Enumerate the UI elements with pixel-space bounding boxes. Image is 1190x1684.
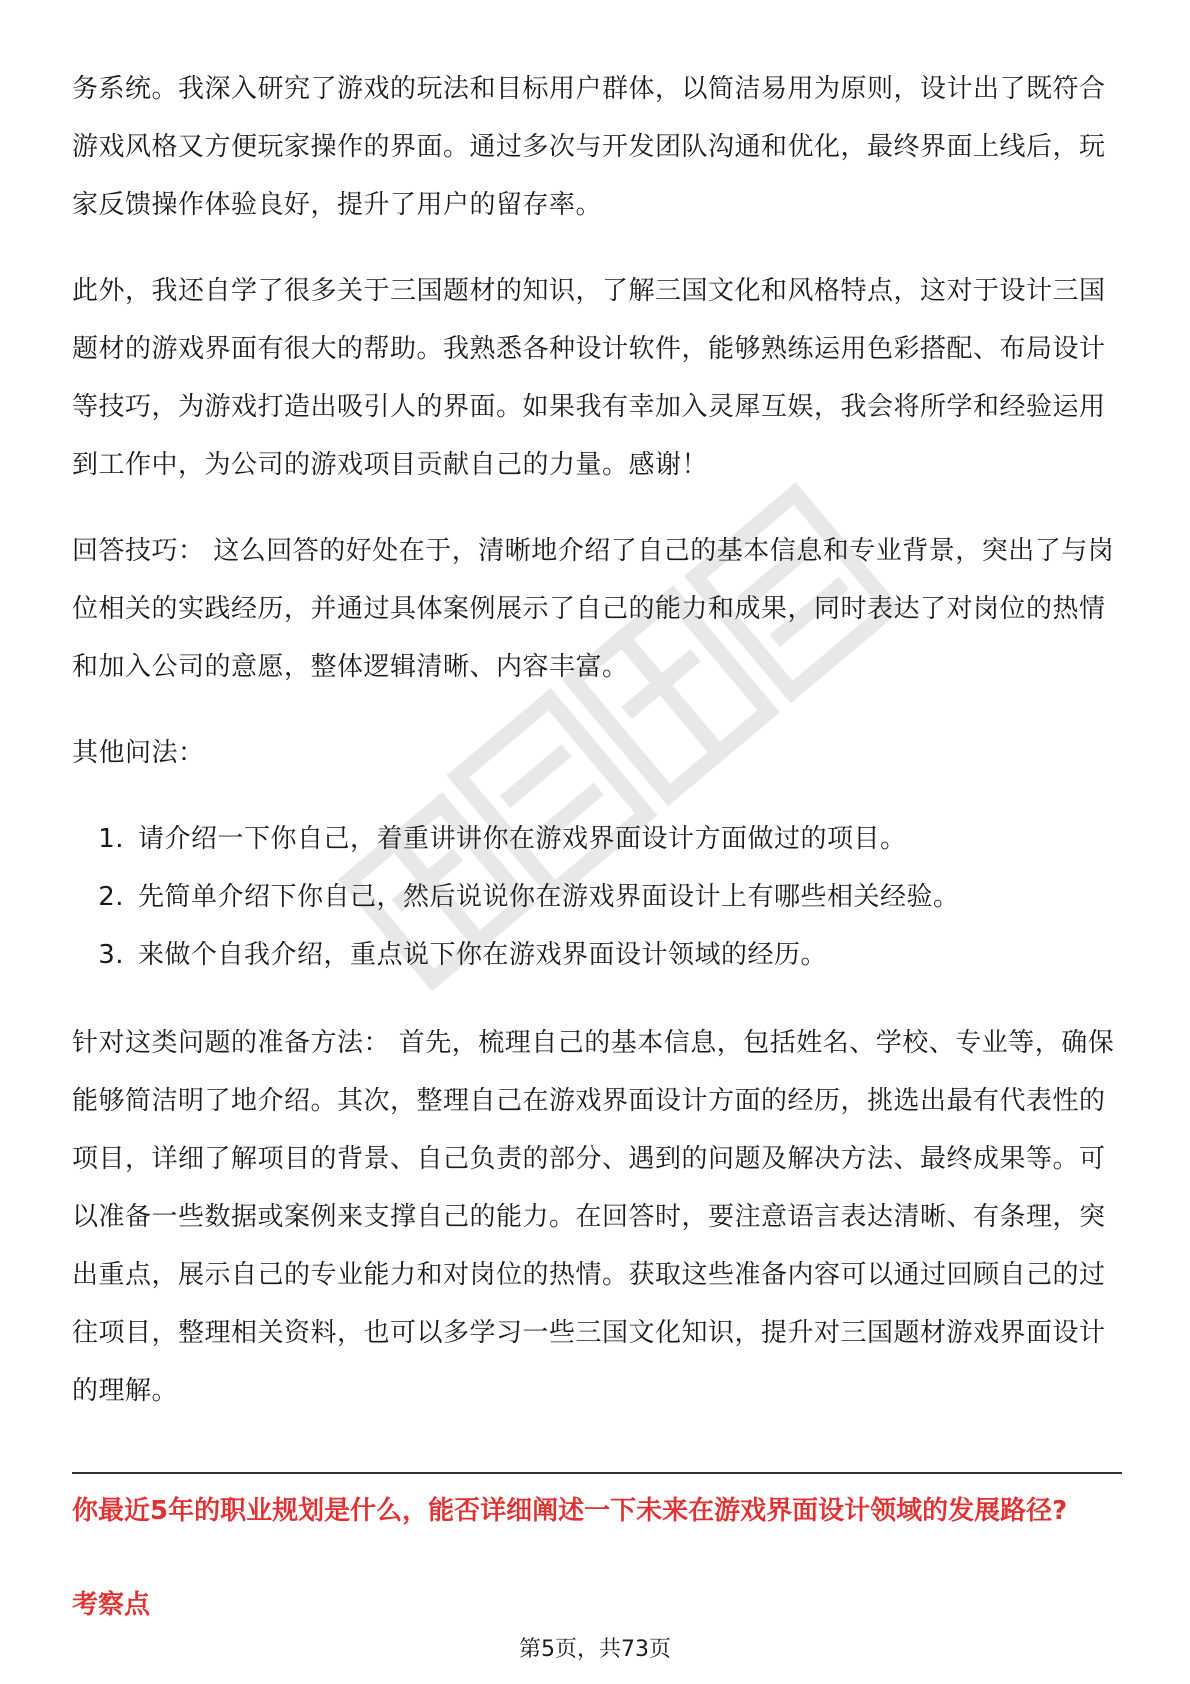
paragraph-project-experience: 务系统。我深入研究了游戏的玩法和目标用户群体，以简洁易用为原则，设计出了既符合游戏风格又方便玩家操作的界面。通过多次与开发团队沟通和优化，最终界面上线后，玩家反馈操作体验良好，提升了用户的留存率。 — [72, 74, 1106, 220]
list-item-number: 2. — [98, 882, 124, 912]
list-item-text: 先简单介绍下你自己，然后说说你在游戏界面设计上有哪些相关经验。 — [138, 882, 960, 912]
paragraph-self-study: 此外，我还自学了很多关于三国题材的知识，了解三国文化和风格特点，这对于设计三国题材的游戏界面有很大的帮助。我熟悉各种设计软件，能够熟练运用色彩搭配、布局设计等技巧，为游戏打造出吸引人的界面。如果我有幸加入灵犀互娱，我会将所学和经验运用到工作中，为公司的游戏项目贡献自己的力量。感谢！ — [72, 276, 1106, 480]
list-item-number: 1. — [98, 824, 124, 854]
list-item-text: 来做个自我介绍，重点说下你在游戏界面设计领域的经历。 — [138, 940, 828, 970]
paragraph-answer-tips: 回答技巧： 这么回答的好处在于，清晰地介绍了自己的基本信息和专业背景，突出了与岗位相关的实践经历，并通过具体案例展示了自己的能力和成果，同时表达了对岗位的热情和加入公司的意愿，整体逻辑清晰、内容丰富。 — [72, 536, 1115, 682]
assessment-points-heading: 考察点 — [72, 1590, 151, 1620]
list-item — [72, 868, 1122, 926]
next-question-heading: 你最近5年的职业规划是什么，能否详细阐述一下未来在游戏界面设计领域的发展路径? — [72, 1496, 1068, 1526]
list-item-text: 请介绍一下你自己，着重讲讲你在游戏界面设计方面做过的项目。 — [138, 824, 907, 854]
list-item-number: 3. — [98, 940, 124, 970]
section-divider — [72, 1472, 1122, 1474]
paragraph-preparation-method: 针对这类问题的准备方法： 首先，梳理自己的基本信息，包括姓名、学校、专业等，确保能够简洁明了地介绍。其次，整理自己在游戏界面设计方面的经历，挑选出最有代表性的项目，详细了解项目的背景、自己负责的部分、遇到的问题及解决方法、最终成果等。可以准备一些数据或案例来支撑自己的能力。在回答时，要注意语言表达清晰、有条理，突出重点，展示自己的专业能力和对岗位的热情。获取这些准备内容可以通过回顾自己的过往项目，整理相关资料，也可以多学习一些三国文化知识，提升对三国题材游戏界面设计的理解。 — [72, 1028, 1115, 1406]
list-item — [72, 810, 1122, 868]
other-questions-list — [72, 810, 1122, 984]
list-item — [72, 926, 1122, 984]
document-body — [72, 60, 1122, 1448]
page-number-footer: 第5页，共73页 — [519, 1637, 671, 1662]
paragraph-other-questions-label: 其他问法： — [72, 738, 205, 768]
